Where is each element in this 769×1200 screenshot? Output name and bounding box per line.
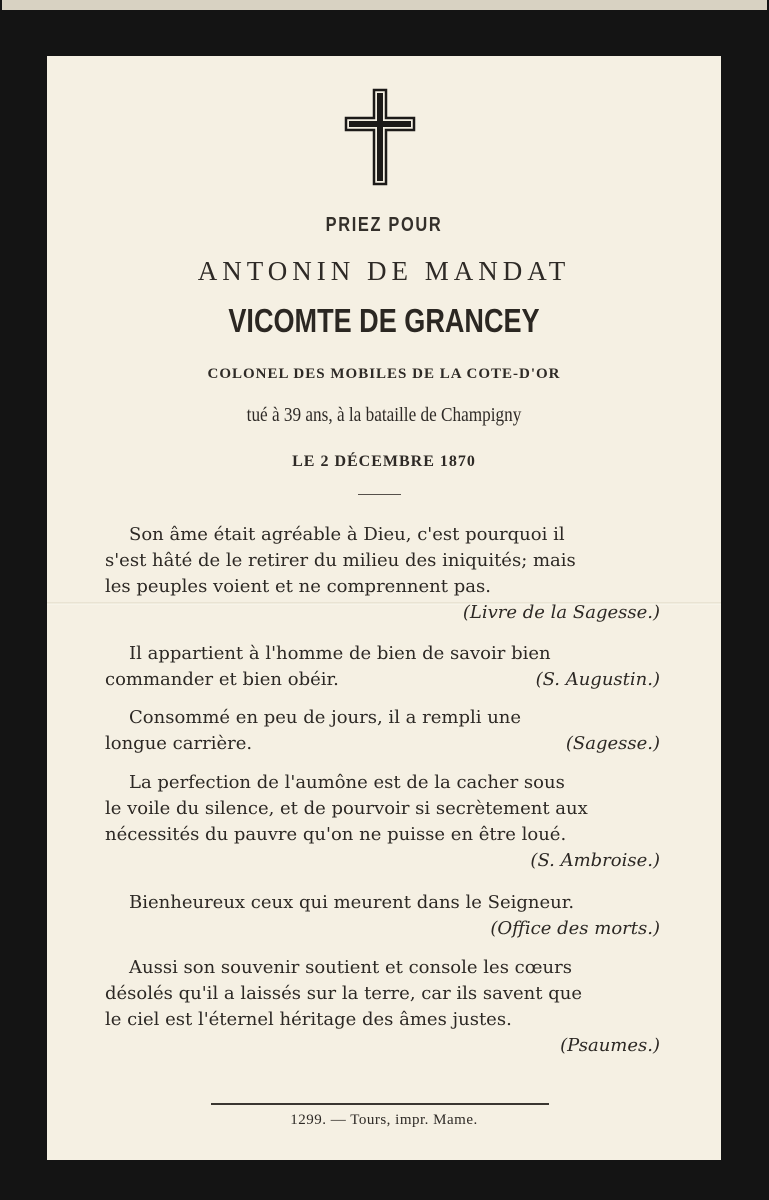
card-paper: [47, 56, 721, 1160]
quote-line: les peuples voient et ne comprennent pas.: [105, 576, 491, 597]
quote-line: Consommé en peu de jours, il a rempli une: [129, 707, 522, 728]
quote-line-with-source: [105, 731, 660, 757]
quote-line: Aussi son souvenir soutient et console les cœurs: [129, 957, 572, 978]
noble-title: VICOMTE DE GRANCEY: [228, 302, 540, 339]
quote-block: [105, 955, 660, 1059]
quote-source: (S. Augustin.): [535, 669, 660, 690]
quote-line: nécessités du pauvre qu'on ne puisse en être loué.: [105, 824, 567, 845]
quote-line: commander et bien obéir.: [105, 669, 339, 690]
deceased-name: ANTONIN DE MANDAT: [197, 256, 571, 286]
quote-source: (Sagesse.): [565, 733, 660, 754]
quote-line: désolés qu'il a laissés sur la terre, car ils savent que: [105, 983, 582, 1004]
death-date: LE 2 DÉCEMBRE 1870: [292, 453, 476, 470]
quote-source: (Psaumes.): [560, 1035, 660, 1056]
quote-block: [105, 641, 660, 693]
quote-source: (Livre de la Sagesse.): [462, 602, 660, 623]
death-circumstance: tué à 39 ans, à la bataille de Champigny: [246, 404, 522, 426]
quote-block: [105, 890, 660, 942]
printer-imprint: 1299. — Tours, impr. Mame.: [290, 1112, 478, 1128]
quote-line: La perfection de l'aumône est de la cacher sous: [129, 772, 565, 793]
quote-line-with-source: [105, 667, 660, 693]
quote-line: le ciel est l'éternel héritage des âmes justes.: [105, 1009, 512, 1030]
quote-source: (Office des morts.): [490, 918, 660, 939]
priez-pour-heading: PRIEZ POUR: [325, 214, 443, 236]
quote-block: [105, 522, 660, 626]
quote-block: [105, 770, 660, 874]
quote-line: Il appartient à l'homme de bien de savoir bien: [129, 643, 551, 664]
quote-line: s'est hâté de le retirer du milieu des iniquités; mais: [105, 550, 576, 571]
quote-line: le voile du silence, et de pourvoir si secrètement aux: [105, 798, 588, 819]
quote-block: [105, 705, 660, 757]
quote-line: longue carrière.: [105, 733, 253, 754]
quote-line: Son âme était agréable à Dieu, c'est pourquoi il: [129, 524, 565, 545]
short-divider: [358, 494, 401, 495]
quote-line: Bienheureux ceux qui meurent dans le Seigneur.: [129, 892, 575, 913]
cross-icon: [344, 88, 416, 186]
footer-divider: [211, 1103, 549, 1105]
quote-source: (S. Ambroise.): [530, 850, 660, 871]
military-rank: COLONEL DES MOBILES DE LA COTE-D'OR: [207, 366, 561, 382]
